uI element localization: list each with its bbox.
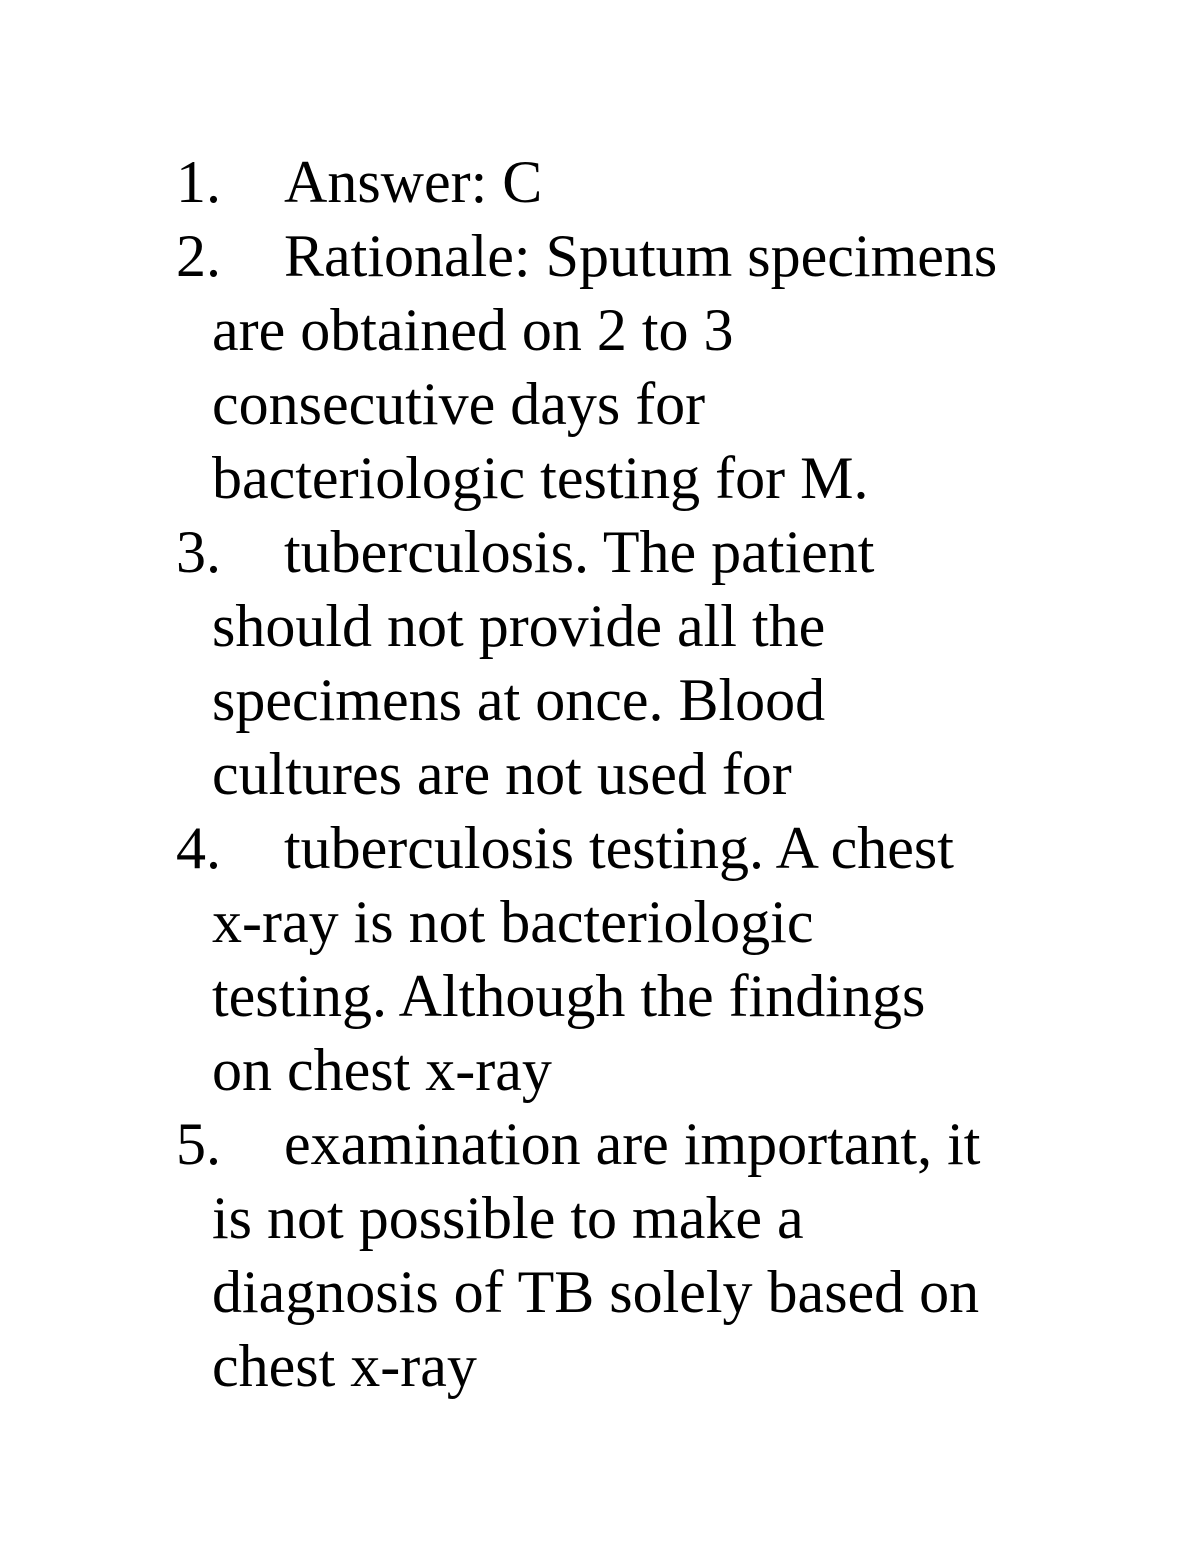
list-text-line: specimens at once. Blood (212, 667, 826, 733)
list-text-line: are obtained on 2 to 3 (212, 297, 734, 363)
list-text-line: is not possible to make a (212, 1185, 804, 1251)
list-number: 1. (176, 149, 221, 215)
list-text-line: Rationale: Sputum specimens (284, 223, 998, 289)
list-number: 3. (176, 519, 221, 585)
list-text-line: cultures are not used for (212, 741, 792, 807)
list-number: 5. (176, 1111, 221, 1177)
list-text-line: should not provide all the (212, 593, 826, 659)
list-text-line: tuberculosis testing. A chest (284, 815, 954, 881)
list-text-line: on chest x-ray (212, 1037, 552, 1103)
list-number: 2. (176, 223, 221, 289)
list-text-line: chest x-ray (212, 1333, 477, 1399)
list-text-line: x-ray is not bacteriologic (212, 889, 814, 955)
list-text-line: Answer: C (284, 149, 543, 215)
list-text-line: consecutive days for (212, 371, 706, 437)
list-text-line: tuberculosis. The patient (284, 519, 875, 585)
list-text-line: testing. Although the findings (212, 963, 926, 1029)
list-text-line: bacteriologic testing for M. (212, 445, 869, 511)
list-number: 4. (176, 815, 221, 881)
list-text-line: examination are important, it (284, 1111, 981, 1177)
list-text-line: diagnosis of TB solely based on (212, 1259, 980, 1325)
